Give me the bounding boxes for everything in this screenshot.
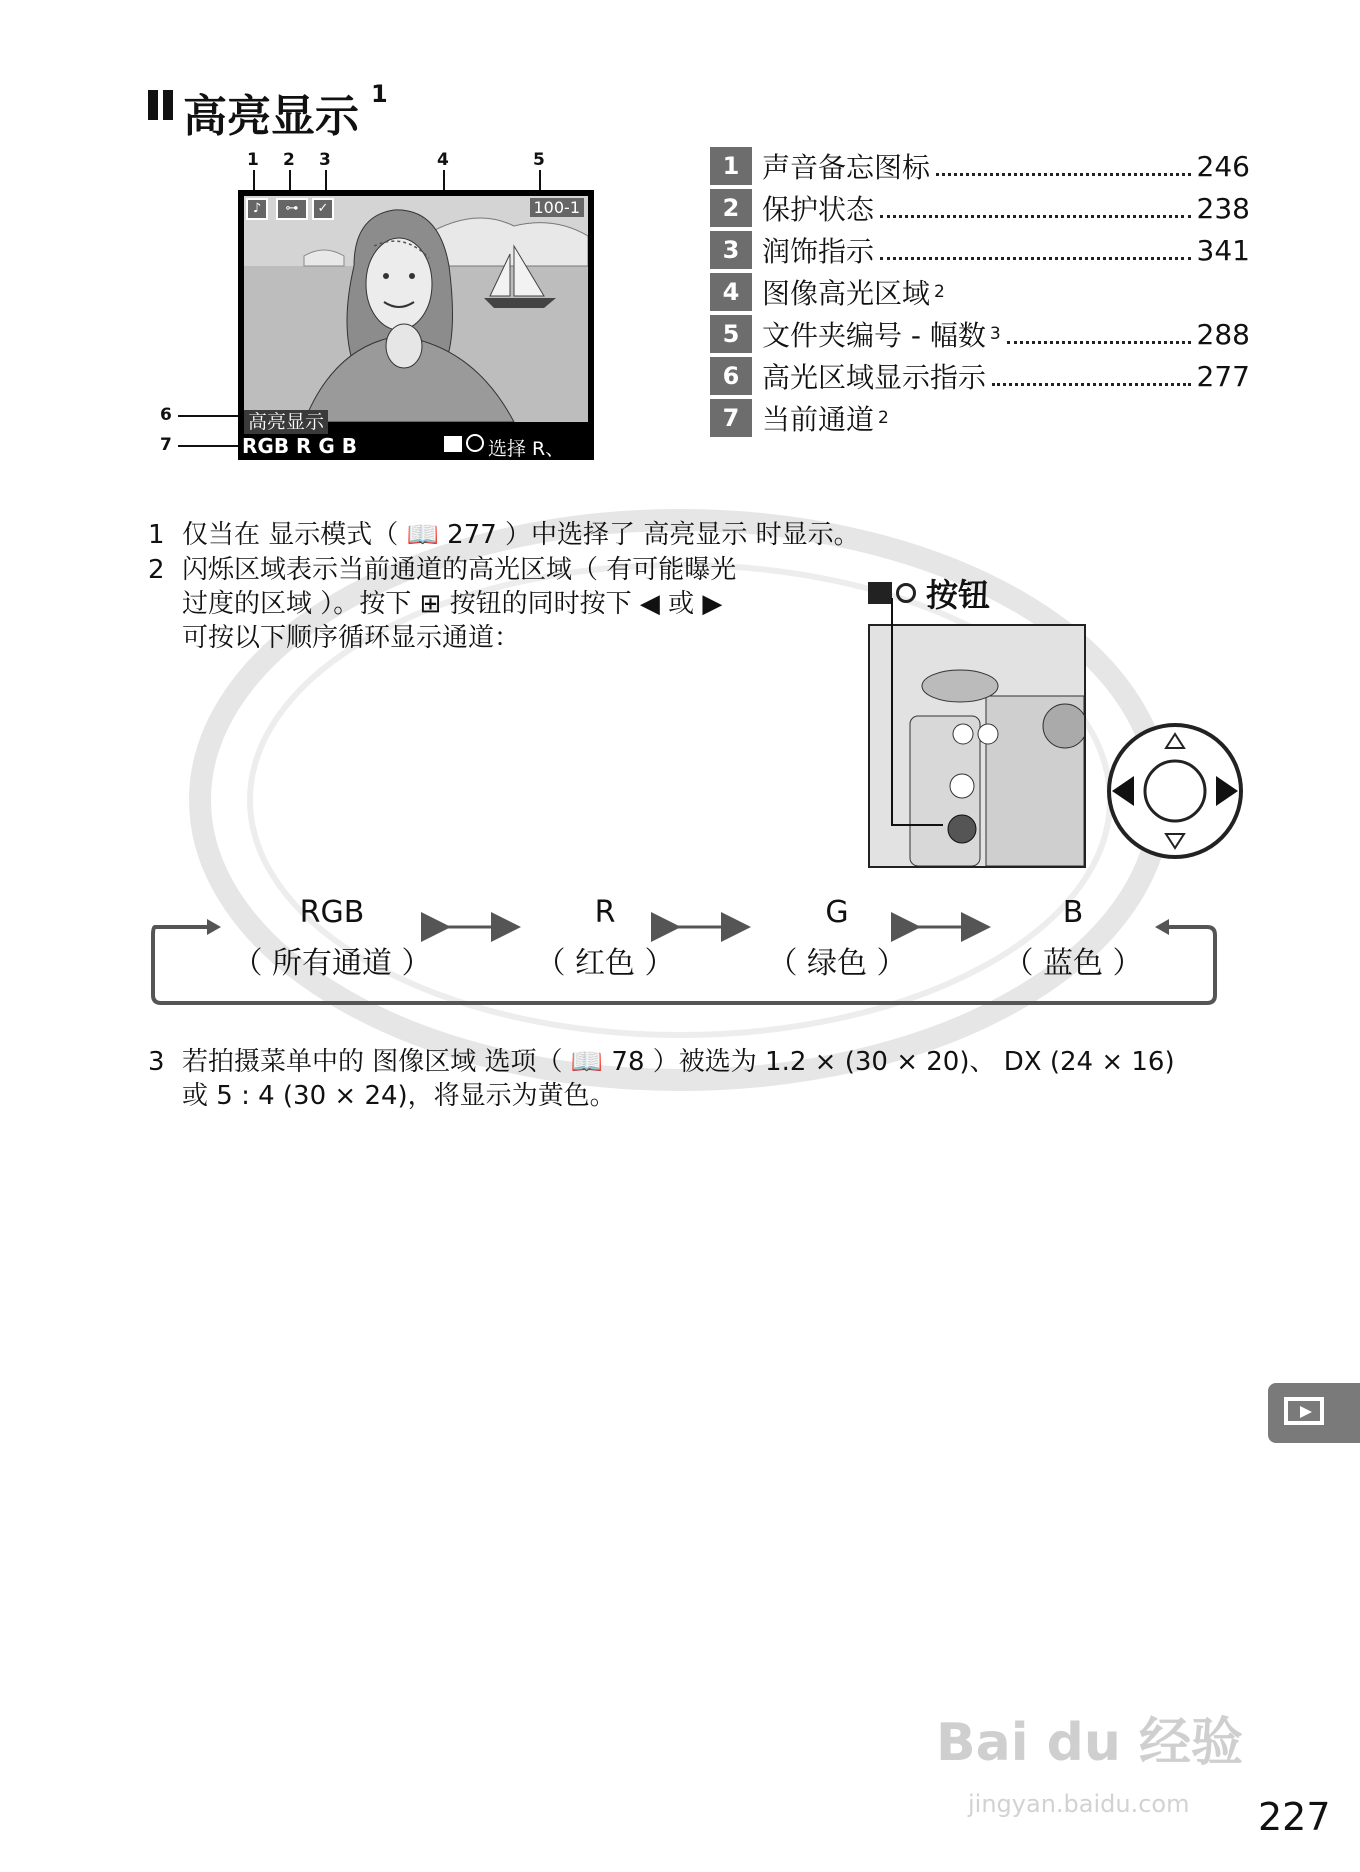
callout-1: 1 [247,150,259,170]
thumbnail-zoom-icon [868,582,892,604]
channel-name: R [594,895,616,930]
channel-description: （ 红色 ） [535,946,675,981]
legend-page: 238 [1196,191,1250,225]
callout-7: 7 [160,435,172,455]
legend-number: 3 [710,231,754,269]
callout-3: 3 [319,150,331,170]
legend-row [710,355,1250,397]
legend-page: 341 [1196,233,1250,267]
channel-name: G [825,895,849,930]
multi-selector-icon [466,434,484,452]
leader-dots [936,157,1191,176]
retouch-icon: ✓ [312,198,334,220]
channel-name: B [1062,895,1084,930]
legend-row [710,229,1250,271]
callout-6: 6 [160,405,172,425]
channel-cycle-arrows [145,905,1225,1015]
legend-number: 5 [710,315,754,353]
leader-line-6 [178,415,242,417]
legend-page: 288 [1196,317,1250,351]
channel-description: （ 所有通道 ） [232,946,432,981]
legend-text: 高光区域显示指示 [762,361,987,394]
note-number: 2 [148,555,165,585]
heading-marker [163,90,173,120]
playback-section-tab [1268,1383,1360,1443]
channel-description: （ 蓝色 ） [1003,946,1143,981]
callout-4: 4 [437,150,449,170]
note-text: 仅当在 显示模式（ 📖 277 ）中选择了 高亮显示 时显示。 [182,520,860,550]
legend-row [710,145,1250,187]
legend-page: 246 [1196,149,1250,183]
callout-legend [710,145,1250,439]
legend-number: 1 [710,147,754,185]
note-text-line: 闪烁区域表示当前通道的高光区域（ 有可能曝光 [182,555,737,585]
magnifier-icon [896,583,916,603]
channel-hint: 选择 R、G、B [488,438,565,487]
page-number: 227 [1258,1795,1331,1839]
portrait-illustration [244,196,588,422]
legend-row [710,397,1250,439]
baidu-watermark: Bai du 经验 [936,1713,1243,1773]
legend-text: 文件夹编号 - 幅数 [762,319,986,352]
leader-dots [880,199,1191,218]
leader-line-7 [178,445,238,447]
sound-memo-icon: ♪ [246,198,268,220]
channel-description: （ 绿色 ） [767,946,907,981]
legend-row [710,313,1250,355]
zoom-button-pointer-line [891,824,943,826]
playback-icon [1284,1397,1324,1425]
current-channel-text: RGB R G B [242,434,358,458]
camera-back-drawing [870,626,1084,866]
heading-title: 高亮显示 [183,91,359,142]
note-text-line: 或 5 : 4 (30 × 24)，将显示为黄色。 [182,1081,616,1111]
baidu-watermark-url: jingyan.baidu.com [968,1790,1190,1818]
legend-text: 当前通道 [762,403,875,436]
note-text-line: 过度的区域 ）。按下 ⊞ 按钮的同时按下 ◀ 或 ▶ [182,589,723,619]
note-text-line: 若拍摄菜单中的 图像区域 选项（ 📖 78 ）被选为 1.2 × (30 × 20)、 DX (24 × 16) [182,1047,1175,1077]
legend-row [710,187,1250,229]
legend-superscript: 2 [934,282,945,302]
callout-2: 2 [283,150,295,170]
note-text-line: 可按以下顺序循环显示通道： [182,623,521,653]
zoom-button-label [868,570,990,616]
leader-dots [992,367,1191,386]
channel-status-bar [238,430,594,487]
button-label-text: 按钮 [926,576,991,614]
legend-number: 2 [710,189,754,227]
leader-dots [880,241,1191,260]
playback-image [244,196,588,422]
camera-body-illustration [868,624,1086,868]
legend-row [710,271,1250,313]
callout-5: 5 [533,150,545,170]
note-number: 1 [148,520,165,550]
camera-lcd-screen [238,190,594,487]
legend-text: 图像高光区域 [762,277,931,310]
channel-name: RGB [299,895,365,930]
thumbnail-zoom-icon [444,436,462,452]
note-3 [148,1045,1258,1115]
legend-text: 声音备忘图标 [762,151,931,184]
legend-number: 6 [710,357,754,395]
legend-text: 保护状态 [762,193,875,226]
highlight-indicator-label: 高亮显示 [244,410,328,434]
note-number: 3 [148,1047,165,1077]
section-heading [148,80,388,144]
zoom-button-pointer-line [891,598,893,824]
legend-page: 277 [1196,359,1250,393]
multi-selector-illustration [1104,720,1246,862]
heading-marker [148,90,158,120]
legend-text: 润饰指示 [762,235,875,268]
protect-key-icon: ⊶ [276,198,308,220]
legend-superscript: 3 [989,324,1001,344]
legend-number: 4 [710,273,754,311]
frame-number: 100-1 [530,198,585,217]
leader-dots [1007,325,1191,344]
note-2 [148,553,848,663]
heading-superscript: 1 [371,80,388,108]
legend-number: 7 [710,399,754,437]
legend-superscript: 2 [878,408,889,428]
